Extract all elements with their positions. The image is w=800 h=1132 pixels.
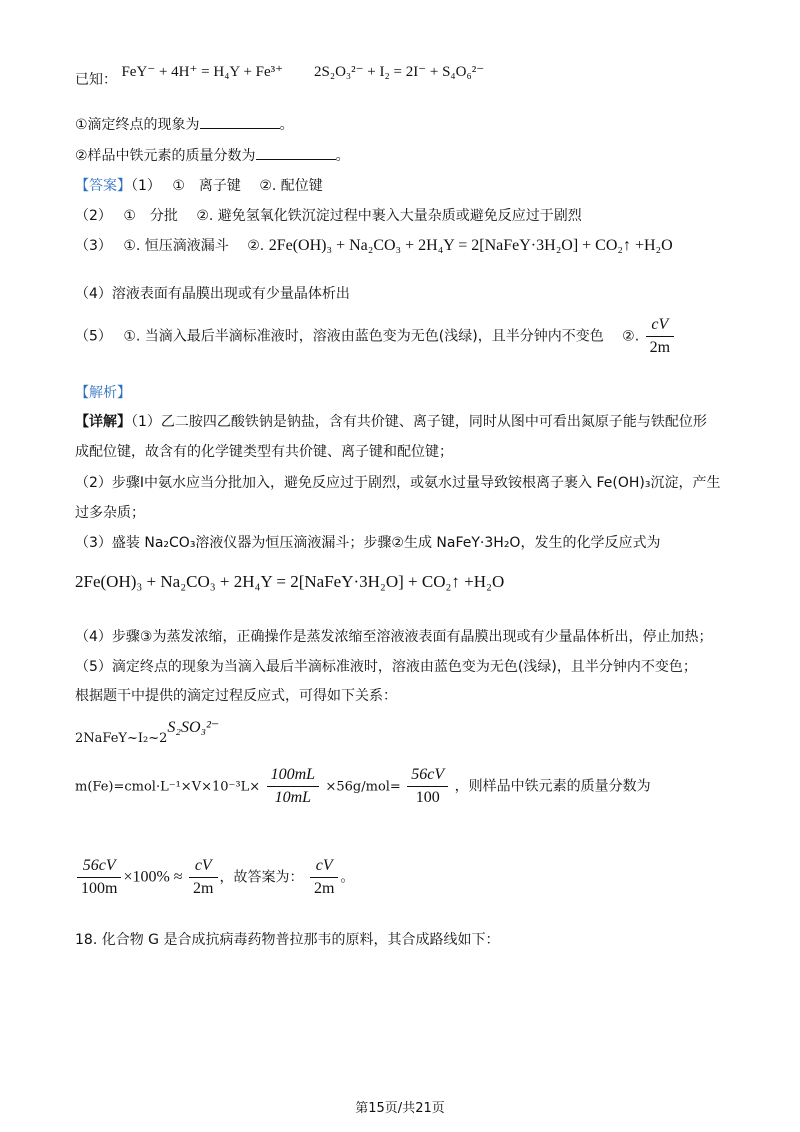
detail-equation-text: 2Fe(OH)₃ + Na₂CO₃ + 2H₄Y = 2[NaFeY·3H₂O] + CO₂↑ +H₂O (75, 572, 505, 591)
question-18 (75, 930, 499, 950)
relation-ion: S₂SO₃²⁻ (167, 719, 220, 736)
answer-line-3 (75, 236, 673, 256)
answer-tag: 【答案】 (75, 178, 131, 194)
detail-p3: （3）盛装 Na₂CO₃溶液仪器为恒压滴液漏斗；步骤②生成 NaFeY·3H₂O，发生的化学反应式为 (75, 535, 661, 551)
detail-p1a: （1）乙二胺四乙酸铁钠是钠盐，含有共价键、离子键，同时从图中可看出氮原子能与铁配位形 (131, 414, 707, 430)
relation-text: 2NaFeY~I₂~2 (75, 731, 168, 746)
detail-line-6 (75, 627, 712, 647)
answer-is-text: ，故答案为： (219, 869, 304, 886)
question-2-text: ②样品中铁元素的质量分数为 (75, 148, 256, 164)
answer-2-text: （2） ① 分批 ②. 避免氢氧化铁沉淀过程中裹入大量杂质或避免反应过于剧烈 (75, 208, 582, 224)
answer-3-equation: 2Fe(OH)₃ + Na₂CO₃ + 2H₄Y = 2[NaFeY·3H₂O] + CO₂↑ +H₂O (268, 237, 673, 254)
analysis-tag: 【解析】 (75, 385, 131, 401)
fraction-denominator: 10mL (274, 789, 312, 806)
question-1 (75, 114, 294, 135)
detail-line-8 (75, 686, 397, 706)
mass-fraction-2 (407, 764, 448, 809)
question-18-text: 18. 化合物 G 是合成抗病毒药物普拉那韦的原料，其合成路线如下： (75, 932, 500, 948)
detail-p2b: 过多杂质； (75, 505, 145, 521)
period: 。 (279, 117, 294, 133)
percent-fraction-2 (189, 855, 217, 900)
detail-line-2 (75, 442, 453, 462)
fraction-denominator: 2m (313, 880, 335, 897)
question-1-text: ①滴定终点的现象为 (75, 117, 200, 133)
answer-blank (256, 145, 336, 160)
detail-line-1 (75, 412, 707, 432)
answer-line-2 (75, 206, 582, 226)
detail-p4: （4）步骤③为蒸发浓缩，正确操作是蒸发浓缩至溶液液表面有晶膜出现或有少量晶体析出，停止加热； (75, 629, 713, 645)
given-line (75, 62, 485, 88)
period: 。 (340, 869, 355, 886)
mass-mid: ×56g/mol= (325, 779, 401, 795)
fraction-denominator: 100m (81, 880, 118, 897)
fraction-numerator: cV (310, 855, 338, 878)
analysis-heading (75, 383, 131, 403)
percent-fraction-3 (310, 855, 338, 900)
fraction-numerator: cV (646, 314, 674, 337)
fraction-numerator: 56cV (407, 764, 448, 787)
detail-tag: 【详解】 (75, 414, 131, 430)
answer-5-fraction (646, 314, 674, 359)
given-equation-2: 2S₂O₃²⁻ + I₂ = 2I⁻ + S₄O₆²⁻ (314, 64, 485, 80)
answer-line-1 (75, 176, 323, 196)
fraction-denominator: 2m (193, 880, 214, 897)
fraction-numerator: 100mL (267, 764, 319, 787)
answer-1-text: （1） ① 离子键 ②. 配位键 (131, 178, 323, 194)
relation-line (75, 718, 220, 746)
question-2 (75, 145, 350, 166)
answer-3-text: （3） ①. 恒压滴液漏斗 ②. (75, 238, 265, 254)
page-footer: 第15页/共21页 (355, 1101, 445, 1116)
answer-line-4 (75, 284, 350, 304)
detail-line-4 (75, 503, 145, 523)
answer-5-text: （5） ①. 当滴入最后半滴标准液时，溶液由蓝色变为无色(浅绿)，且半分钟内不变色 ②. (75, 328, 640, 345)
given-label: 已知： (75, 72, 117, 88)
answer-blank (200, 114, 280, 129)
mass-prefix: m(Fe)=cmol·L⁻¹×V×10⁻³L× (75, 779, 261, 795)
detail-line-5 (75, 533, 660, 553)
percent-sign: ×100% ≈ (123, 868, 183, 886)
mass-fraction-1 (267, 764, 319, 809)
fraction-denominator: 100 (415, 789, 440, 806)
given-equation-1: FeY⁻ + 4H⁺ = H₄Y + Fe³⁺ (121, 64, 284, 80)
mass-suffix: ，则样品中铁元素的质量分数为 (454, 778, 651, 795)
detail-p6: 根据题干中提供的滴定过程反应式，可得如下关系： (75, 688, 397, 704)
period: 。 (335, 148, 350, 164)
detail-line-7 (75, 657, 697, 677)
fraction-denominator: 2m (649, 339, 671, 356)
percent-fraction-1 (77, 855, 121, 900)
mass-formula (75, 764, 651, 809)
answer-4-text: （4）溶液表面有晶膜出现或有少量晶体析出 (75, 286, 350, 302)
percent-formula (75, 855, 354, 900)
fraction-numerator: 56cV (77, 855, 121, 878)
detail-p2a: （2）步骤Ⅰ中氨水应当分批加入，避免反应过于剧烈，或氨水过量导致铵根离子裹入 Fe(OH)₃沉淀，产生 (75, 475, 721, 491)
detail-p5: （5）滴定终点的现象为当滴入最后半滴标准液时，溶液由蓝色变为无色(浅绿)，且半分钟内不变色； (75, 659, 697, 675)
fraction-numerator: cV (189, 855, 217, 878)
detail-p1b: 成配位键，故含有的化学键类型有共价键、离子键和配位键； (75, 444, 453, 460)
answer-line-5 (75, 314, 676, 359)
detail-equation (75, 572, 504, 593)
detail-line-3 (75, 473, 720, 493)
